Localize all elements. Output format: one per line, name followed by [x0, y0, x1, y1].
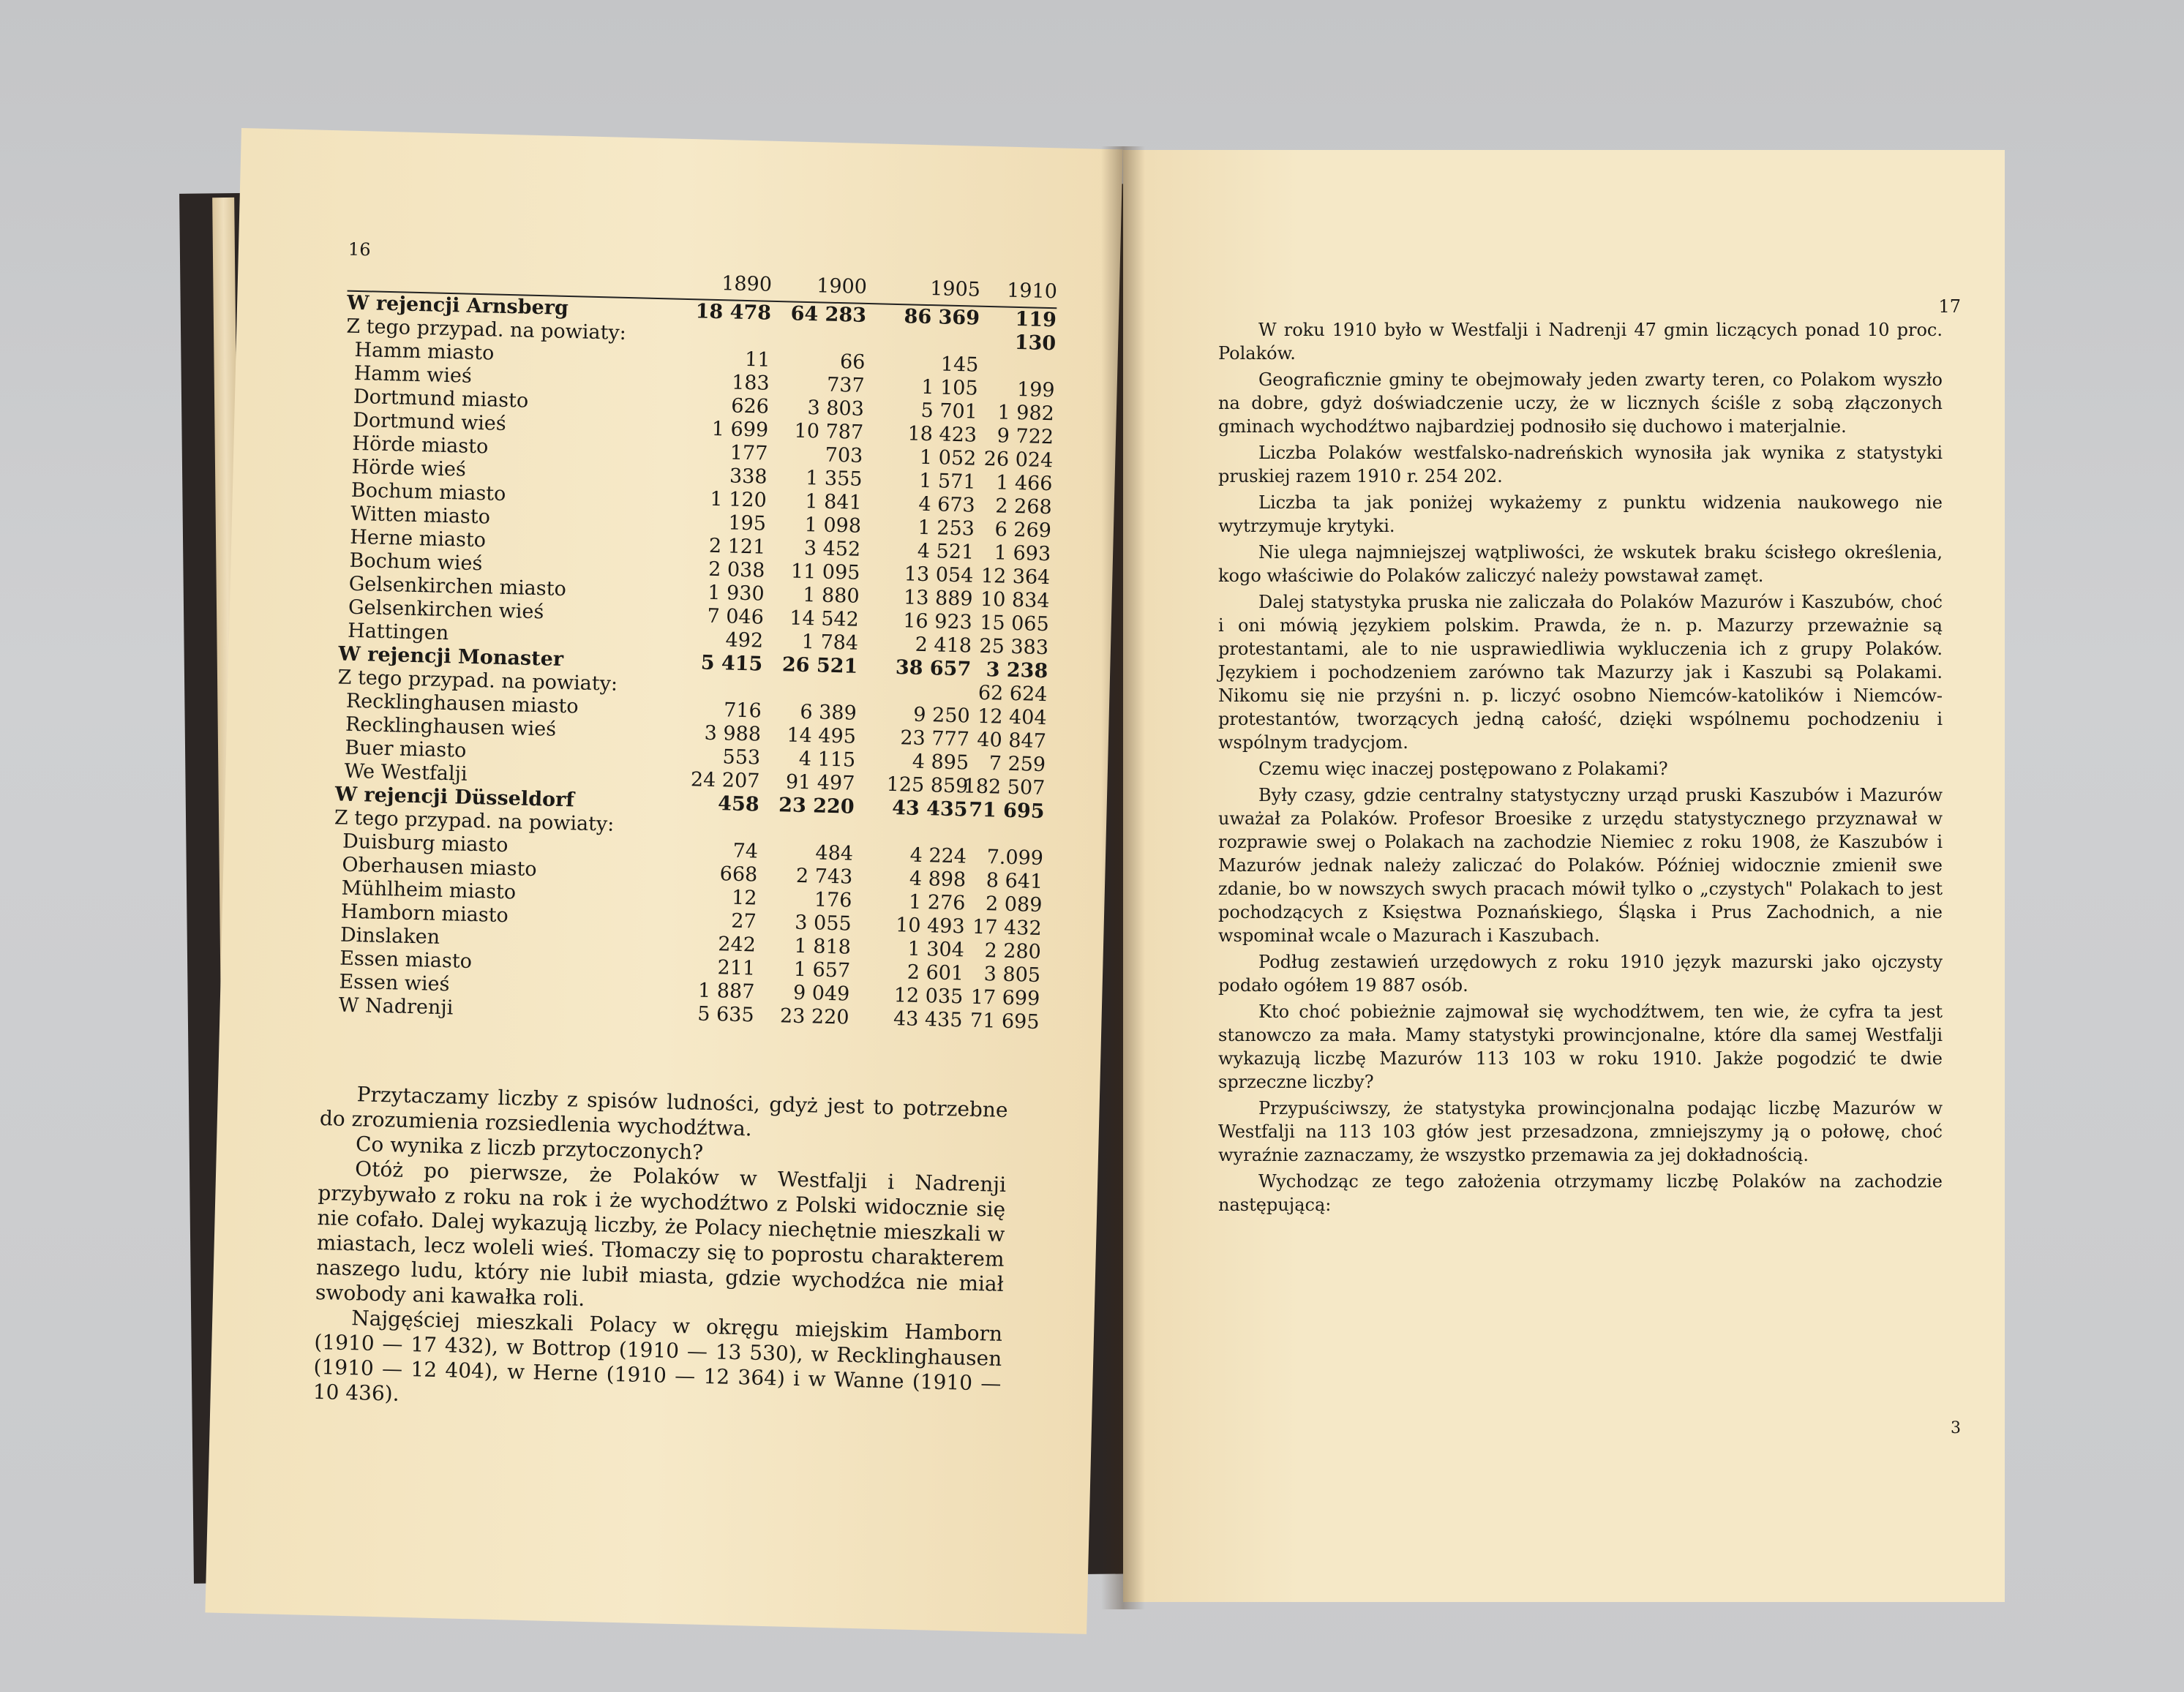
cell-1890: 492	[725, 628, 764, 653]
row-label: Hörde wieś	[351, 455, 467, 481]
cell-1910: 26 024	[983, 447, 1054, 473]
cell-1900: 3 803	[807, 396, 865, 421]
cell-1890: 553	[722, 745, 761, 770]
cell-1905: 4 895	[912, 750, 969, 775]
cell-1900: 1 818	[794, 934, 852, 959]
cell-1910: 2 280	[984, 939, 1042, 964]
cell-1905: 86 369	[904, 305, 980, 330]
cell-1890: 458	[717, 792, 759, 816]
row-label: Hamborn miasto	[340, 900, 509, 928]
cell-1900: 14 495	[787, 723, 857, 748]
row-label: We Westfalji	[344, 759, 468, 786]
cell-1905: 16 923	[902, 609, 973, 634]
right-paragraph: Czemu więc inaczej postępowano z Polakami?	[1258, 759, 1668, 779]
cell-1910: 1 693	[994, 541, 1051, 566]
row-label: Hörde miasto	[352, 432, 489, 459]
row-label: W rejencji Düsseldorf	[334, 783, 575, 812]
cell-1890: 7 046	[707, 604, 765, 629]
cell-1910: 25 383	[979, 634, 1049, 660]
row-label: Herne miasto	[350, 525, 487, 552]
cell-1900: 9 049	[792, 981, 850, 1006]
cell-1905: 2 601	[907, 960, 964, 985]
left-paragraph: Co wynika z liczb przytoczonych?	[355, 1132, 704, 1165]
cell-1890: 626	[730, 394, 770, 418]
right-paragraph: Liczba Polaków westfalsko-nadreńskich wynosiła jak wynika z statystyki pruskiej razem 1910 r. 254 202.	[1218, 443, 1943, 486]
cell-1905: 12 035	[893, 984, 964, 1009]
row-label: Z tego przypad. na powiaty:	[334, 806, 615, 836]
row-label: Gelsenkirchen wieś	[348, 595, 544, 624]
row-label: Essen wieś	[339, 970, 450, 996]
row-label: W rejencji Monaster	[338, 642, 564, 671]
cell-1910: 12 364	[980, 564, 1051, 590]
cell-1890: 1 699	[711, 417, 769, 442]
row-label: Z tego przypad. na powiaty:	[337, 666, 618, 696]
cell-1905: 2 418	[915, 633, 972, 658]
cell-1905: 4 224	[909, 843, 967, 868]
cell-1905: 1 052	[919, 445, 977, 470]
cell-1900: 66	[839, 350, 866, 374]
cell-1910: 17 699	[970, 985, 1040, 1011]
right-page	[1123, 150, 2005, 1602]
cell-1910: 15 065	[979, 611, 1050, 636]
cell-1890: 668	[719, 862, 758, 887]
row-label: Recklinghausen wieś	[345, 712, 557, 741]
left-body-text	[312, 1081, 1008, 1421]
cell-1890: 5 415	[700, 651, 763, 676]
cell-1910: 182 507	[963, 775, 1046, 800]
right-paragraph: Geograficznie gminy te obejmowały jeden zwarty teren, co Polakom wyszło na dobre, gdyż doświadczenie uczy, że w licznych ściśle z sobą złączonych gminach wychodźtwo najbardziej podnosiło się duchowo i materjalnie.	[1218, 369, 1943, 437]
cell-1900: 14 542	[789, 606, 860, 631]
cell-1905: 38 657	[895, 656, 972, 681]
cell-1890: 177	[729, 441, 768, 465]
cell-1890: 2 121	[708, 534, 766, 559]
cell-1890: 2 038	[708, 557, 765, 582]
cell-1900: 91 497	[785, 770, 855, 795]
cell-1905: 4 898	[909, 867, 967, 892]
cell-1890: 11	[744, 347, 770, 372]
row-label: Recklinghausen miasto	[345, 689, 579, 718]
cell-1890: 183	[731, 371, 770, 395]
cell-1890: 18 478	[695, 300, 772, 325]
row-label: Bochum wieś	[349, 549, 483, 576]
book-gutter	[1101, 146, 1145, 1609]
cell-1900: 176	[814, 888, 852, 912]
year-1910: 1910	[1006, 279, 1058, 304]
cell-1910: 12 404	[977, 704, 1047, 730]
cell-1905: 23 777	[900, 726, 970, 751]
cell-1890: 195	[728, 511, 767, 535]
cell-1905: 1 571	[918, 469, 976, 494]
row-label: Dinslaken	[339, 923, 440, 949]
left-paragraph: Przytaczamy liczby z spisów ludności, gdyż jest to potrzebne do zrozumienia rozsiedlenia wychodźtwa.	[319, 1082, 1008, 1141]
cell-1900: 1 098	[804, 513, 862, 538]
cell-1900: 1 841	[805, 489, 863, 514]
cell-1905: 4 521	[917, 539, 975, 564]
cell-1905: 1 276	[908, 890, 966, 915]
left-page	[205, 128, 1122, 1634]
cell-1900: 2 743	[795, 864, 853, 889]
row-label: Dortmund miasto	[353, 385, 529, 413]
row-label: Duisburg miasto	[342, 830, 509, 857]
cell-1890: 12	[731, 886, 757, 910]
cell-1905: 43 435	[893, 1007, 963, 1032]
row-label: W rejencji Arnsberg	[346, 291, 569, 320]
cell-1900: 11 095	[790, 560, 860, 584]
right-paragraph: Były czasy, gdzie centralny statystyczny urząd pruski Kaszubów i Mazurów uważał za Polaków. Profesor Broesike z urzędu statystycznego przyznawał w rozprawie swej o Polakach na zachodzie Niemiec z roku 1908, że Kaszubów i Mazurów jednak należy zaliczać do Polaków. Później widocznie zmienił swe zdanie, bo w nowszych swych pracach mówił tylko o „czystych" Polakach to jest pochodzących z Księstwa Poznańskiego, Śląska i Prus Zachodnich, a nie wspominał wcale o Mazurach i Kaszubach.	[1218, 785, 1943, 946]
cell-1910: 62 624	[977, 681, 1048, 707]
year-1890: 1890	[721, 272, 773, 296]
cell-1910: 3 238	[986, 658, 1048, 683]
cell-1910: 9 722	[997, 424, 1054, 449]
cell-1900: 26 521	[781, 653, 858, 678]
right-body-text	[1218, 318, 1943, 1219]
cell-1910: 7.099	[986, 846, 1044, 871]
left-paragraph: Najgęściej mieszkali Polacy w okręgu miejskim Hamborn (1910 — 17 432), w Bottrop (1910 — 13 530), w Recklinghausen (1910 — 12 404), w Herne (1910 — 12 364) i w Wanne (1910 — 10 436).	[312, 1306, 1003, 1406]
cell-1905: 18 423	[907, 422, 977, 447]
cell-1900: 3 452	[803, 536, 861, 561]
cell-1910: 119 130	[1014, 307, 1057, 356]
cell-1900: 6 389	[800, 700, 858, 725]
page-number-right: 17	[1938, 296, 1961, 317]
cell-1910: 71 695	[969, 1009, 1040, 1034]
cell-1910: 1 466	[995, 471, 1053, 496]
cell-1900: 23 220	[778, 794, 855, 819]
cell-1910: 2 268	[995, 495, 1053, 519]
cell-1905: 10 493	[895, 914, 965, 939]
left-paragraph: Otóż po pierwsze, że Polaków w Westfalji i Nadrenji przybywało z roku na rok i że wychodźtwo z Polski widocznie się nie cofało. Dalej wykazują liczby, że Polacy niechętnie mieszkali w miastach, lecz woleli wieś. Tłomaczy się to poprostu charakterem naszego ludu, który nie lubił miasta, gdzie wychodźca nie miał swobody ani kawałka roli.	[315, 1157, 1007, 1311]
row-label: Buer miasto	[344, 736, 467, 762]
cell-1905: 4 673	[918, 492, 976, 517]
cell-1905: 43 435	[891, 797, 968, 821]
right-paragraph: Podług zestawień urzędowych z roku 1910 język mazurski jako ojczysty podało ogółem 19 887 osób.	[1218, 952, 1943, 996]
row-label: Mühlheim miasto	[341, 876, 517, 904]
signature-mark: 3	[1951, 1419, 1961, 1437]
cell-1905: 125 859	[886, 772, 969, 798]
row-label: Hattingen	[347, 619, 449, 645]
statistics-table	[329, 255, 1057, 1034]
cell-1910: 10 834	[980, 587, 1050, 613]
right-paragraph: Przypuściwszy, że statystyka prowincjonalna podając liczbę Mazurów w Westfalji na 113 103 głów jest przesadzona, zmniejszymy ją o połowę, choć wyraźnie zaznaczamy, że wszystko przemawia za jej dokładnością.	[1218, 1098, 1943, 1165]
cell-1890: 211	[717, 956, 756, 980]
right-paragraph: Nie ulega najmniejszej wątpliwości, że wskutek braku ścisłego określenia, kogo właściwie do Polaków zaliczyć należy powstawał zamęt.	[1218, 542, 1943, 586]
row-label: Witten miasto	[350, 502, 491, 529]
cell-1890: 24 207	[690, 768, 760, 793]
right-paragraph: W roku 1910 było w Westfalji i Nadrenji 47 gmin liczących ponad 10 proc. Polaków.	[1218, 320, 1943, 364]
cell-1905: 13 054	[904, 563, 974, 587]
cell-1905: 145	[940, 353, 979, 377]
cell-1910: 1 982	[997, 401, 1055, 426]
row-label: Essen miasto	[339, 947, 473, 974]
row-label: Oberhausen miasto	[342, 853, 538, 881]
cell-1890: 5 635	[697, 1002, 754, 1027]
cell-1910: 6 269	[994, 518, 1052, 543]
table-body	[329, 292, 1057, 1034]
cell-1910: 7 259	[988, 752, 1046, 777]
cell-1890: 1 887	[697, 979, 755, 1004]
cell-1890: 1 120	[710, 487, 768, 512]
cell-1900: 64 283	[790, 302, 867, 327]
cell-1900: 1 784	[801, 630, 859, 655]
cell-1900: 484	[815, 841, 854, 865]
row-label: Z tego przypad. na powiaty:	[346, 315, 627, 345]
row-label: W Nadrenji	[338, 993, 454, 1020]
cell-1910: 17 432	[972, 915, 1042, 941]
row-label: Bochum miasto	[350, 478, 506, 505]
cell-1910: 3 805	[983, 963, 1041, 988]
cell-1890: 242	[718, 933, 757, 957]
year-1900: 1900	[816, 274, 868, 298]
year-1905: 1905	[929, 277, 981, 301]
row-label: Gelsenkirchen miasto	[348, 572, 567, 601]
cell-1900: 23 220	[779, 1004, 849, 1029]
row-label: Dortmund wieś	[352, 408, 507, 435]
cell-1905: 9 250	[912, 703, 971, 728]
cell-1900: 1 355	[805, 466, 863, 491]
cell-1890: 338	[729, 465, 768, 489]
row-label: Hamm miasto	[354, 338, 495, 365]
cell-1905: 1 105	[920, 375, 978, 400]
right-paragraph: Kto choć pobieżnie zajmował się wychodźtwem, ten wie, że cyfra ta jest stanowczo za mała. Mamy statystyki prowincjonalne, które dla samej Westfalji wykazują liczbę Mazurów 113 103 w roku 1910. Jakże pogodzić te dwie sprzeczne liczby?	[1218, 1001, 1943, 1092]
cell-1910: 40 847	[977, 728, 1047, 753]
cell-1905: 1 304	[907, 937, 965, 962]
cell-1910: 8 641	[986, 869, 1043, 894]
cell-1910: 2 089	[985, 892, 1043, 917]
cell-1900: 1 657	[793, 958, 851, 982]
cell-1905: 5 701	[920, 399, 978, 424]
page-number-left: 16	[348, 238, 371, 260]
cell-1905: 13 889	[903, 586, 973, 611]
cell-1900: 1 880	[802, 583, 860, 608]
right-paragraph: Liczba ta jak poniżej wykażemy z punktu widzenia naukowego nie wytrzymuje krytyki.	[1218, 492, 1943, 536]
cell-1890: 3 988	[704, 721, 762, 746]
cell-1905: 1 253	[917, 516, 975, 541]
cell-1890: 27	[730, 909, 757, 933]
cell-1900: 3 055	[795, 911, 852, 936]
cell-1910: 71 695	[968, 798, 1045, 824]
cell-1900: 4 115	[798, 747, 856, 772]
cell-1890: 1 930	[707, 581, 765, 606]
cell-1890: 74	[732, 839, 759, 863]
cell-1890: 716	[723, 699, 762, 723]
right-paragraph: Wychodząc ze tego założenia otrzymamy liczbę Polaków na zachodzie następującą:	[1218, 1171, 1943, 1215]
right-paragraph: Dalej statystyka pruska nie zaliczała do Polaków Mazurów i Kaszubów, choć i oni mówią językiem polskim. Prawda, że n. p. Mazurzy przeważnie są protestantami, ale to nie usprawiedliwia wykluczenia ich z grupy Polaków. Językiem i pochodzeniem zarówno tak Mazurzy jak i Kaszubi są Polakami. Nikomu się nie przyśni n. p. liczyć osobno Niemców-katolików i Niemców-protestantów, tworzących jedną całość, dzięki wspólnemu pochodzeniu i wspólnym tradycjom.	[1218, 592, 1943, 753]
cell-1910: 199	[1016, 378, 1055, 402]
cell-1900: 10 787	[794, 419, 864, 444]
row-label: Hamm wieś	[353, 361, 473, 388]
cell-1900: 737	[826, 373, 866, 397]
cell-1900: 703	[825, 443, 863, 467]
